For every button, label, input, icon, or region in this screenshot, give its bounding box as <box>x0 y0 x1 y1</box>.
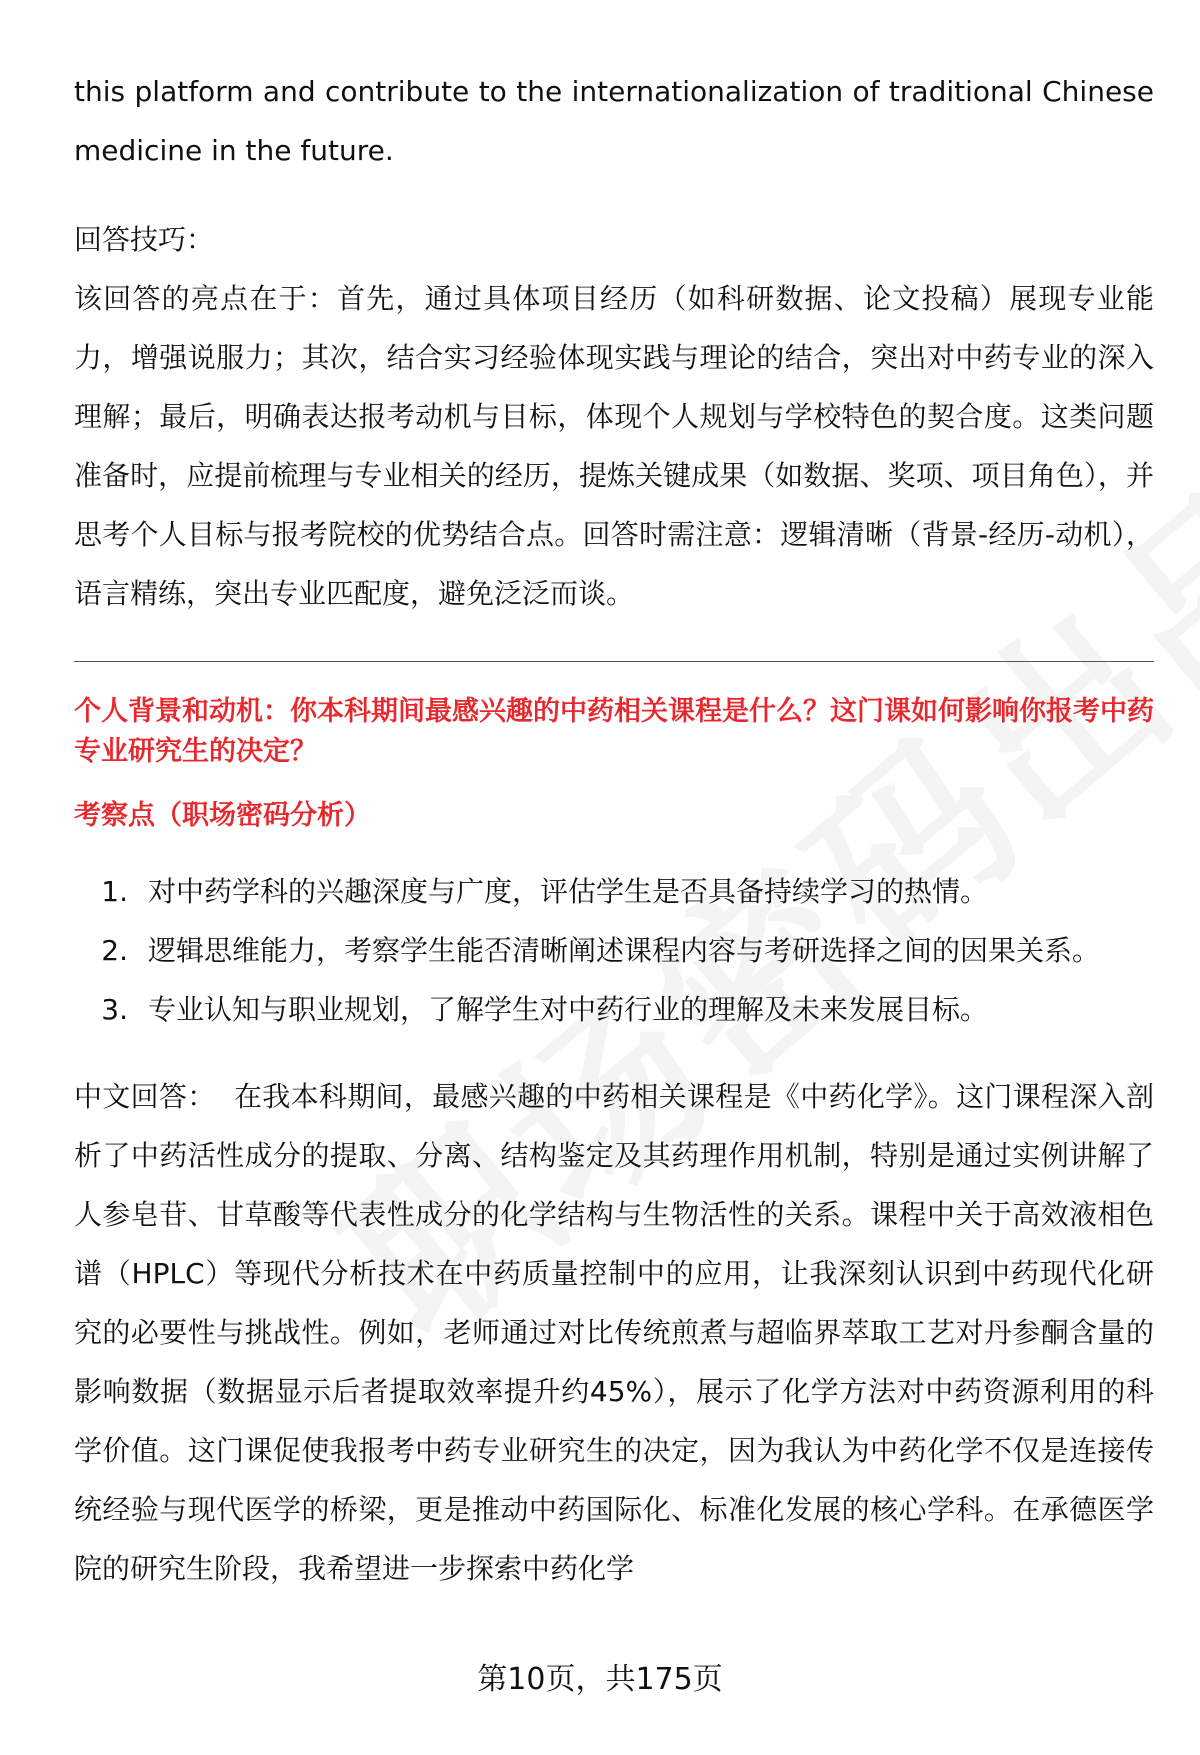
document-page <box>74 62 1154 1598</box>
page-number: 第10页，共175页 <box>477 1662 723 1697</box>
answer-paragraph <box>74 1067 1154 1598</box>
section-divider <box>74 661 1154 662</box>
list-number: 2. <box>101 934 128 967</box>
tips-label: 回答技巧： <box>74 223 215 256</box>
answer-body: 在我本科期间，最感兴趣的中药相关课程是《中药化学》。这门课程深入剖析了中药活性成分的提取、分离、结构鉴定及其药理作用机制，特别是通过实例讲解了人参皂苷、甘草酸等代表性成分的化学结构与生物活性的关系。课程中关于高效液相色谱（HPLC）等现代分析技术在中药质量控制中的应用，让我深刻认识到中药现代化研究的必要性与挑战性。例如，老师通过对比传统煎煮与超临界萃取工艺对丹参酮含量的影响数据（数据显示后者提取效率提升约45%），展示了化学方法对中药资源利用的科学价值。这门课促使我报考中药专业研究生的决定，因为我认为中药化学不仅是连接传统经验与现代医学的桥梁，更是推动中药国际化、标准化发展的核心学科。在承德医学院的研究生阶段，我希望进一步探索中药化学 <box>74 1080 1154 1585</box>
list-item <box>74 921 1154 980</box>
points-heading: 考察点（职场密码分析） <box>74 800 371 831</box>
list-number: 1. <box>101 875 128 908</box>
answer-label: 中文回答： <box>74 1080 216 1113</box>
list-number: 3. <box>101 993 128 1026</box>
list-item-text: 专业认知与职业规划，了解学生对中药行业的理解及未来发展目标。 <box>148 993 989 1026</box>
intro-paragraph: this platform and contribute to the internationalization of traditional Chinese medicine in the future. <box>74 75 1154 167</box>
points-list <box>74 862 1154 1039</box>
list-item <box>74 980 1154 1039</box>
tips-body: 该回答的亮点在于：首先，通过具体项目经历（如科研数据、论文投稿）展现专业能力，增强说服力；其次，结合实习经验体现实践与理论的结合，突出对中药专业的深入理解；最后，明确表达报考动机与目标，体现个人规划与学校特色的契合度。这类问题准备时，应提前梳理与专业相关的经历，提炼关键成果（如数据、奖项、项目角色），并思考个人目标与报考院校的优势结合点。回答时需注意：逻辑清晰（背景-经历-动机），语言精练，突出专业匹配度，避免泛泛而谈。 <box>74 282 1154 610</box>
question-title: 个人背景和动机：你本科期间最感兴趣的中药相关课程是什么？这门课如何影响你报考中药专业研究生的决定？ <box>74 696 1154 767</box>
list-item-text: 对中药学科的兴趣深度与广度，评估学生是否具备持续学习的热情。 <box>148 875 989 908</box>
list-item <box>74 862 1154 921</box>
list-item-text: 逻辑思维能力，考察学生能否清晰阐述课程内容与考研选择之间的因果关系。 <box>148 934 1101 967</box>
